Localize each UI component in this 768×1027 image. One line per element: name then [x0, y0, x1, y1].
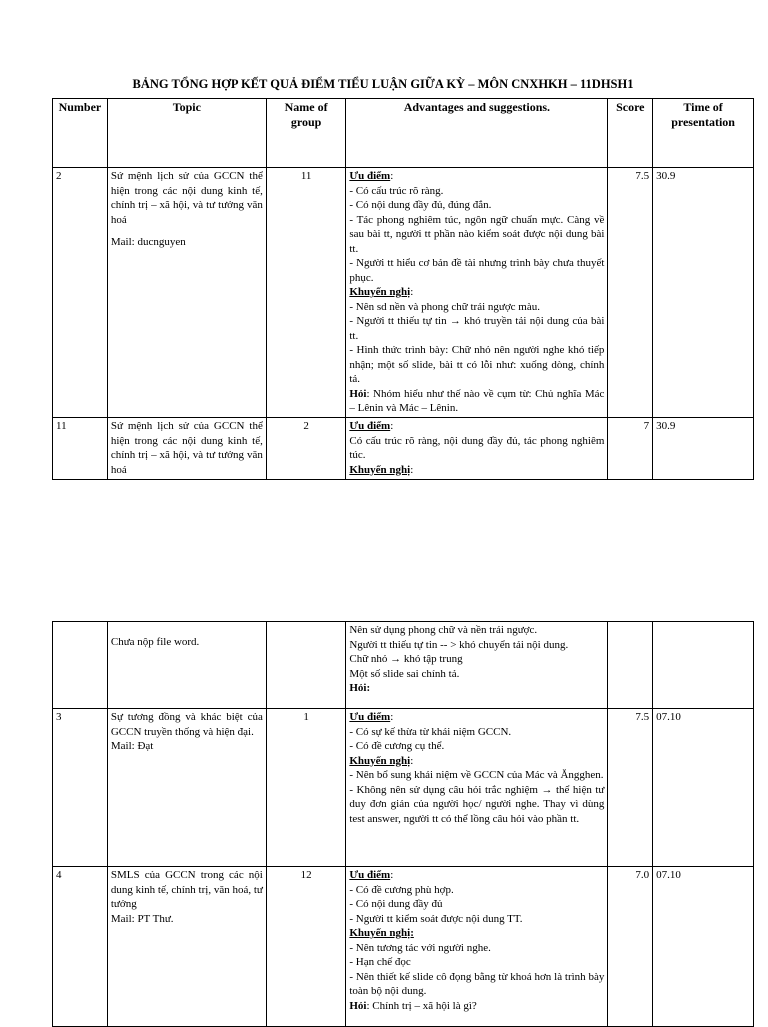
cell-number: 2 — [53, 168, 108, 418]
suggestion-line: - Nên sd nền và phong chữ trái ngược màu. — [349, 300, 540, 313]
suggestion-line: - Hình thức trình bày: Chữ nhỏ nên người nghe khó tiếp nhận; một số slide, bài tt có lỗi như: xuống dòng, chính tả. — [349, 344, 605, 385]
cell-advantages: Ưu điểm: - Có cấu trúc rõ ràng. - Có nội dung đầy đủ, đúng đắn. - Tác phong nghiêm túc, ngôn ngữ chuẩn mực. Càng về sau bài tt, người tt phần nào kiểm soát được nội dung bài tt. - Người tt hiểu cơ bản đề tài nhưng trình bày chưa thuyết phục. Khuyến nghị: - Nên sd nền và phong chữ trái ngược màu. - Người tt thiếu tự tin → khó truyền tải nội dung của bài tt. - Hình thức trình bày: Chữ nhỏ nên người nghe khó tiếp nhận; một số slide, bài tt có lỗi như: xuống dòng, chính tả. Hỏi: Nhóm hiểu như thế nào về cụm từ: Chủ nghĩa Mác – Lênin và Mác – Lênin. — [346, 168, 608, 418]
question-heading: Hỏi — [349, 387, 367, 400]
cell-score: 7.5 — [608, 168, 653, 418]
question-heading: Hỏi — [349, 999, 367, 1012]
cell-time: 07.10 — [653, 867, 754, 1027]
cell-time: 30.9 — [653, 168, 754, 418]
suggestion-line: - Nên thiết kế slide cô đọng bằng từ khoá hơn là trình bày toàn bộ nội dung. — [349, 970, 605, 997]
topic-mail: Mail: Đạt — [110, 740, 154, 752]
advantage-line: - Có sự kế thừa từ khái niệm GCCN. — [349, 725, 512, 738]
topic-text: Chưa nộp file word. — [110, 636, 200, 648]
advantage-line: - Có đề cương phù hợp. — [349, 883, 454, 896]
cell-group: 12 — [266, 867, 346, 1027]
cell-time: 30.9 — [653, 418, 754, 480]
cell-time: 07.10 — [653, 709, 754, 867]
cell-group — [266, 622, 346, 709]
topic-mail: Mail: PT Thư. — [110, 912, 174, 925]
advantage-line: - Tác phong nghiêm túc, ngôn ngữ chuẩn mực. Càng về sau bài tt, người tt phần nào kiểm soát được nội dung bài tt. — [349, 213, 605, 255]
cell-advantages — [346, 622, 608, 709]
suggestion-line: Chữ nhỏ → khó tập trung — [349, 653, 463, 665]
cell-score: 7 — [608, 418, 653, 480]
suggestion-line: - Hạn chế đọc — [349, 956, 411, 968]
suggestion-line: Nên sử dụng phong chữ và nền trái ngược. — [349, 624, 538, 636]
header-group: Name of group — [266, 99, 346, 168]
table-row — [53, 418, 754, 480]
topic-mail: Mail: ducnguyen — [110, 236, 186, 248]
cell-number: 11 — [53, 418, 108, 480]
suggestion-line: Người tt thiếu tự tin -- > khó chuyển tải nội dung. — [349, 638, 569, 651]
header-score: Score — [608, 99, 653, 168]
header-number: Number — [53, 99, 108, 168]
cell-group: 2 — [266, 418, 346, 480]
advantage-line: Có cấu trúc rõ ràng, nội dung đầy đủ, tác phong nghiêm túc. — [349, 434, 605, 461]
document-title: BẢNG TỔNG HỢP KẾT QUẢ ĐIỂM TIỂU LUẬN GIỮA KỲ – MÔN CNXHKH – 11DHSH1 — [132, 77, 634, 91]
topic-text: Sự tương đồng và khác biệt của GCCN truyền thống và hiện đại. — [110, 711, 263, 738]
suggestion-line: - Không nên sử dụng câu hỏi trắc nghiệm → thể hiện tư duy đơn giản của người học/ người nghe. Thay vì dùng test answer, người tt có thể lồng câu hỏi vào phần tt. — [349, 783, 605, 825]
results-table — [52, 98, 754, 480]
suggestions-heading: Khuyến nghị — [349, 286, 411, 298]
cell-topic — [107, 867, 266, 1027]
advantages-heading: Ưu điểm — [349, 170, 391, 182]
advantage-line: - Có nội dung đầy đủ — [349, 898, 443, 910]
question-text: : Nhóm hiểu như thế nào về cụm từ: Chủ nghĩa Mác – Lênin và Mác – Lênin. — [349, 387, 605, 414]
advantage-line: - Có cấu trúc rõ ràng. — [349, 184, 444, 197]
cell-advantages: Ưu điểm: - Có đề cương phù hợp. - Có nội dung đầy đủ - Người tt kiểm soát được nội dung TT. Khuyến nghị: - Nên tương tác với người nghe. - Hạn chế đọc - Nên thiết kế slide cô đọng bằng từ khoá hơn là trình bày toàn bộ nội dung. Hỏi: Chính trị – xã hội là gì? — [346, 867, 608, 1027]
results-table-continued — [52, 621, 754, 1027]
header-advantages: Advantages and suggestions. — [346, 99, 608, 168]
advantage-line: - Người tt hiểu cơ bản đề tài nhưng trình bày chưa thuyết phục. — [349, 257, 605, 284]
suggestion-line: - Nên bổ sung khái niệm về GCCN của Mác và Ăngghen. — [349, 769, 604, 781]
cell-group: 11 — [266, 168, 346, 418]
advantages-heading: Ưu điểm — [349, 420, 391, 432]
header-time: Time of presentation — [653, 99, 754, 168]
cell-topic — [107, 622, 266, 709]
cell-time — [653, 622, 754, 709]
suggestions-heading: Khuyến nghị — [349, 463, 411, 476]
topic-text: SMLS của GCCN trong các nội dung kinh tế, chính trị, văn hoá, tư tưởng — [110, 869, 263, 910]
table-row — [53, 168, 754, 418]
question-heading: Hỏi: — [349, 682, 371, 694]
question-text: : Chính trị – xã hội là gì? — [366, 999, 477, 1012]
suggestion-line: - Người tt thiếu tự tin → khó truyền tải nội dung của bài tt. — [349, 315, 605, 342]
cell-score: 7.5 — [608, 709, 653, 867]
header-topic: Topic — [107, 99, 266, 168]
suggestions-heading: Khuyến nghị — [349, 754, 411, 767]
table-row — [53, 867, 754, 1027]
cell-topic — [107, 709, 266, 867]
advantage-line: - Người tt kiểm soát được nội dung TT. — [349, 912, 523, 925]
advantage-line: - Có đề cương cụ thể. — [349, 740, 445, 752]
cell-number: 3 — [53, 709, 108, 867]
cell-group: 1 — [266, 709, 346, 867]
suggestions-heading: Khuyến nghị: — [349, 927, 414, 939]
topic-text: Sứ mệnh lịch sử của GCCN thể hiện trong các nội dung kinh tế, chính trị – xã hội, và tư tưởng văn hoá — [110, 170, 263, 226]
suggestion-line: Một số slide sai chính tả. — [349, 667, 460, 680]
cell-advantages: Ưu điểm: - Có sự kế thừa từ khái niệm GCCN. - Có đề cương cụ thể. Khuyến nghị: - Nên bổ sung khái niệm về GCCN của Mác và Ăngghen. - Không nên sử dụng câu hỏi trắc nghiệm → thể hiện tư duy đơn giản của người học/ người nghe. Thay vì dùng test answer, người tt có thể lồng câu hỏi vào phần tt. — [346, 709, 608, 867]
advantage-line: - Có nội dung đầy đủ, đúng đắn. — [349, 199, 492, 211]
advantages-heading: Ưu điểm — [349, 711, 391, 723]
cell-score — [608, 622, 653, 709]
cell-advantages: Ưu điểm: Có cấu trúc rõ ràng, nội dung đầy đủ, tác phong nghiêm túc. Khuyến nghị: — [346, 418, 608, 480]
table-row — [53, 622, 754, 709]
table-row — [53, 709, 754, 867]
table-header-row — [53, 99, 754, 168]
cell-topic — [107, 168, 266, 418]
cell-score: 7.0 — [608, 867, 653, 1027]
advantages-heading: Ưu điểm — [349, 869, 391, 881]
cell-number — [53, 622, 108, 709]
cell-number: 4 — [53, 867, 108, 1027]
cell-topic: Sứ mệnh lịch sử của GCCN thể hiện trong các nội dung kinh tế, chính trị – xã hội, và tư tưởng văn hoá — [107, 418, 266, 480]
suggestion-line: - Nên tương tác với người nghe. — [349, 941, 491, 954]
